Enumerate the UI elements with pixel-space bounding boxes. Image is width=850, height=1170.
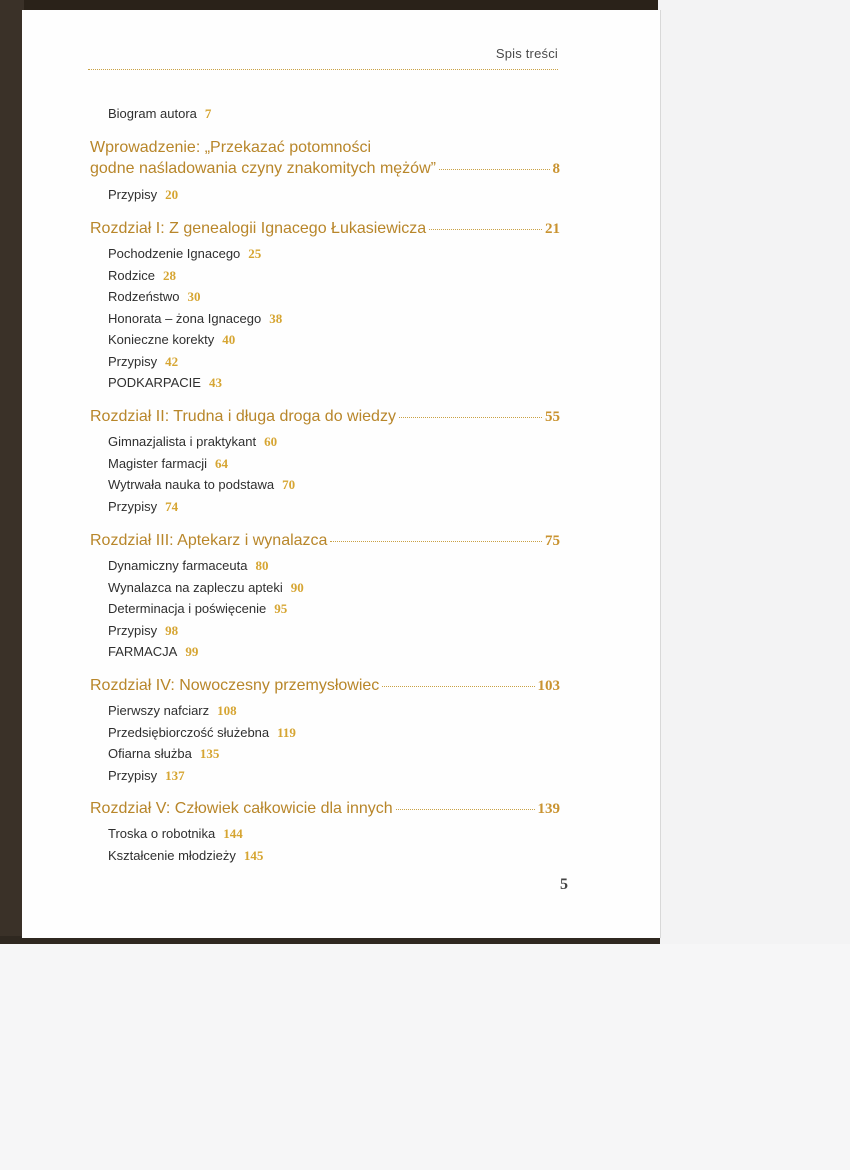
toc-entry[interactable] bbox=[108, 848, 263, 864]
toc-entry[interactable] bbox=[108, 332, 235, 348]
toc-chapter-5[interactable] bbox=[90, 800, 560, 818]
toc-page-number: 25 bbox=[248, 246, 262, 261]
toc-chapter-4[interactable] bbox=[90, 677, 560, 695]
toc-entry-title: PODKARPACIE bbox=[108, 375, 201, 390]
dot-leader bbox=[429, 229, 542, 230]
toc-entry[interactable] bbox=[108, 826, 243, 842]
toc-entry-title: Honorata – żona Ignacego bbox=[108, 311, 262, 326]
toc-page-number: 38 bbox=[269, 311, 283, 326]
toc-page-number: 74 bbox=[165, 499, 179, 514]
toc-entry-title: Rodzeństwo bbox=[108, 289, 180, 304]
toc-entry[interactable] bbox=[108, 623, 178, 639]
toc-entry-title: Pierwszy nafciarz bbox=[108, 703, 210, 718]
toc-entry-title: Przypisy bbox=[108, 187, 158, 202]
toc-page-number: 95 bbox=[274, 601, 288, 616]
toc-chapter-title: godne naśladowania czyny znakomitych mężów” bbox=[90, 160, 436, 177]
toc-entry[interactable] bbox=[108, 289, 201, 305]
toc-page-number: 20 bbox=[165, 187, 179, 202]
toc-page-number: 55 bbox=[545, 409, 560, 425]
toc-chapter-2[interactable] bbox=[90, 408, 560, 426]
toc-chapter-3[interactable] bbox=[90, 532, 560, 550]
toc-page-number: 75 bbox=[545, 533, 560, 549]
toc-entry-title: Przypisy bbox=[108, 623, 158, 638]
toc-chapter-title: Rozdział III: Aptekarz i wynalazca bbox=[90, 532, 328, 549]
toc-page-number: 99 bbox=[185, 644, 199, 659]
toc-entry[interactable] bbox=[108, 375, 222, 391]
toc-entry[interactable] bbox=[108, 456, 228, 472]
toc-entry[interactable] bbox=[108, 187, 178, 203]
toc-entry[interactable] bbox=[108, 746, 219, 762]
running-header: Spis treści bbox=[495, 46, 558, 61]
toc-entry-title: Dynamiczny farmaceuta bbox=[108, 558, 248, 573]
toc-page-number: 145 bbox=[243, 848, 264, 863]
toc-entry[interactable] bbox=[108, 725, 296, 741]
toc-page-number: 40 bbox=[222, 332, 236, 347]
scan-edge-left bbox=[0, 0, 24, 945]
toc-entry[interactable] bbox=[108, 246, 261, 262]
toc-entry[interactable] bbox=[108, 499, 178, 515]
toc-page-number: 30 bbox=[187, 289, 201, 304]
toc-entry[interactable] bbox=[108, 601, 287, 617]
toc-page-number: 60 bbox=[264, 434, 278, 449]
dot-leader bbox=[330, 541, 542, 542]
toc-entry[interactable] bbox=[108, 580, 304, 596]
toc-entry-title: Determinacja i poświęcenie bbox=[108, 601, 267, 616]
dot-leader bbox=[399, 417, 542, 418]
toc-page-number: 28 bbox=[162, 268, 176, 283]
page-folio: 5 bbox=[560, 876, 568, 893]
toc-entry-title: Ofiarna służba bbox=[108, 746, 192, 761]
toc-chapter-title: Rozdział I: Z genealogii Ignacego Łukasiewicza bbox=[90, 220, 427, 237]
toc-entry-title: Wynalazca na zapleczu apteki bbox=[108, 580, 283, 595]
toc-chapter-title: Rozdział IV: Nowoczesny przemysłowiec bbox=[90, 677, 380, 694]
toc-page-number: 137 bbox=[165, 768, 185, 783]
toc-page-number: 108 bbox=[217, 703, 237, 718]
toc-entry-title: Przypisy bbox=[108, 354, 158, 369]
toc-page-number: 64 bbox=[214, 456, 228, 471]
toc-page-number: 8 bbox=[552, 161, 560, 177]
toc-entry-title: Rodzice bbox=[108, 268, 155, 283]
toc-entry-title: Biogram autora bbox=[108, 106, 197, 121]
toc-page-number: 42 bbox=[165, 354, 179, 369]
dot-leader bbox=[439, 169, 550, 170]
toc-page-number: 21 bbox=[545, 221, 560, 237]
toc-page-number: 80 bbox=[255, 558, 269, 573]
toc-entry-title: Przypisy bbox=[108, 768, 158, 783]
toc-page-number: 98 bbox=[165, 623, 179, 638]
toc-entry[interactable] bbox=[108, 268, 176, 284]
toc-entry-title: Gimnazjalista i praktykant bbox=[108, 434, 257, 449]
toc-page-number: 70 bbox=[282, 477, 296, 492]
toc-entry[interactable] bbox=[108, 477, 295, 493]
scanner-background bbox=[0, 944, 850, 1170]
toc-chapter-title: Rozdział V: Człowiek całkowicie dla innych bbox=[90, 800, 393, 817]
toc-entry-title: Kształcenie młodzieży bbox=[108, 848, 236, 863]
toc-chapter-1[interactable] bbox=[90, 220, 560, 238]
toc-entry-title: Przedsiębiorczość służebna bbox=[108, 725, 270, 740]
toc-page-number: 43 bbox=[208, 375, 222, 390]
toc-entry-title: Pochodzenie Ignacego bbox=[108, 246, 241, 261]
toc-entry-title: Przypisy bbox=[108, 499, 158, 514]
toc-chapter-intro[interactable] bbox=[90, 160, 560, 178]
toc-entry[interactable] bbox=[108, 644, 198, 660]
toc-chapter-title: Rozdział II: Trudna i długa droga do wiedzy bbox=[90, 408, 396, 425]
toc-entry-title: Wytrwała nauka to podstawa bbox=[108, 477, 275, 492]
toc-entry[interactable] bbox=[108, 434, 277, 450]
header-rule bbox=[88, 69, 558, 70]
toc-entry-title: Magister farmacji bbox=[108, 456, 207, 471]
toc-entry[interactable] bbox=[108, 768, 185, 784]
toc-entry-biogram[interactable] bbox=[108, 106, 211, 122]
toc-entry-title: FARMACJA bbox=[108, 644, 178, 659]
toc-page-number: 135 bbox=[199, 746, 220, 761]
toc-page-number: 144 bbox=[223, 826, 243, 841]
toc-entry[interactable] bbox=[108, 311, 282, 327]
toc-page-number: 90 bbox=[290, 580, 304, 595]
toc-chapter-intro-line1[interactable]: Wprowadzenie: „Przekazać potomności bbox=[90, 139, 372, 156]
toc-entry[interactable] bbox=[108, 558, 268, 574]
toc-page-number: 7 bbox=[204, 106, 212, 121]
toc-entry-title: Konieczne korekty bbox=[108, 332, 215, 347]
toc-entry[interactable] bbox=[108, 354, 178, 370]
toc-page-number: 119 bbox=[277, 725, 296, 740]
toc-page-number: 103 bbox=[537, 678, 560, 694]
toc-page-number: 139 bbox=[537, 801, 560, 817]
dot-leader bbox=[396, 809, 535, 810]
toc-entry-title: Troska o robotnika bbox=[108, 826, 216, 841]
toc-entry[interactable] bbox=[108, 703, 237, 719]
dot-leader bbox=[382, 686, 534, 687]
